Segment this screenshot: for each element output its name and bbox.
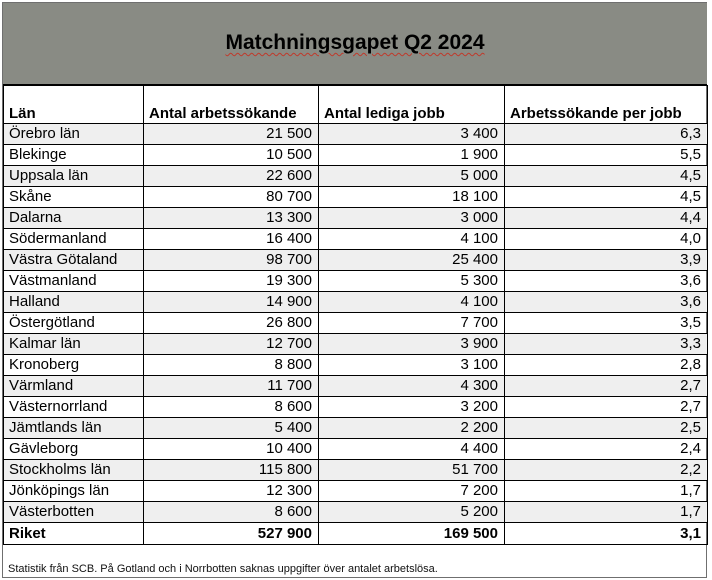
cell-ratio: 4,5 xyxy=(505,166,708,187)
cell-ratio: 2,2 xyxy=(505,460,708,481)
cell-region: Jämtlands län xyxy=(4,418,144,439)
cell-region: Stockholms län xyxy=(4,460,144,481)
table-row xyxy=(4,145,708,166)
table-row xyxy=(4,250,708,271)
cell-seekers: 10 500 xyxy=(144,145,319,166)
total-region: Riket xyxy=(4,523,144,545)
cell-jobs: 3 000 xyxy=(319,208,505,229)
cell-ratio: 3,5 xyxy=(505,313,708,334)
cell-jobs: 51 700 xyxy=(319,460,505,481)
total-row xyxy=(4,523,708,545)
cell-seekers: 115 800 xyxy=(144,460,319,481)
cell-jobs: 4 100 xyxy=(319,292,505,313)
cell-jobs: 18 100 xyxy=(319,187,505,208)
cell-seekers: 12 700 xyxy=(144,334,319,355)
table-row xyxy=(4,313,708,334)
cell-seekers: 22 600 xyxy=(144,166,319,187)
cell-seekers: 16 400 xyxy=(144,229,319,250)
cell-jobs: 7 700 xyxy=(319,313,505,334)
total-jobs: 169 500 xyxy=(319,523,505,545)
cell-seekers: 98 700 xyxy=(144,250,319,271)
cell-ratio: 3,3 xyxy=(505,334,708,355)
cell-jobs: 2 200 xyxy=(319,418,505,439)
table-row xyxy=(4,376,708,397)
cell-ratio: 4,4 xyxy=(505,208,708,229)
cell-seekers: 8 800 xyxy=(144,355,319,376)
cell-seekers: 5 400 xyxy=(144,418,319,439)
header-ratio: Arbetssökande per jobb xyxy=(505,86,708,124)
total-ratio: 3,1 xyxy=(505,523,708,545)
cell-seekers: 80 700 xyxy=(144,187,319,208)
table-row xyxy=(4,334,708,355)
cell-ratio: 3,6 xyxy=(505,292,708,313)
header-row xyxy=(4,86,708,124)
cell-seekers: 19 300 xyxy=(144,271,319,292)
cell-ratio: 4,5 xyxy=(505,187,708,208)
cell-jobs: 3 400 xyxy=(319,124,505,145)
table-row xyxy=(4,208,708,229)
cell-region: Halland xyxy=(4,292,144,313)
table-row xyxy=(4,397,708,418)
table-row xyxy=(4,439,708,460)
table-row xyxy=(4,502,708,523)
total-seekers: 527 900 xyxy=(144,523,319,545)
table-row xyxy=(4,166,708,187)
cell-region: Dalarna xyxy=(4,208,144,229)
table-row xyxy=(4,418,708,439)
cell-region: Kalmar län xyxy=(4,334,144,355)
cell-jobs: 3 200 xyxy=(319,397,505,418)
cell-jobs: 3 100 xyxy=(319,355,505,376)
table-row xyxy=(4,292,708,313)
cell-region: Västmanland xyxy=(4,271,144,292)
cell-ratio: 1,7 xyxy=(505,502,708,523)
header-jobs: Antal lediga jobb xyxy=(319,86,505,124)
data-table xyxy=(3,85,708,545)
cell-region: Södermanland xyxy=(4,229,144,250)
cell-region: Västra Götaland xyxy=(4,250,144,271)
cell-seekers: 14 900 xyxy=(144,292,319,313)
footnote: Statistik från SCB. På Gotland och i Norrbotten saknas uppgifter över antalet arbetslösa. xyxy=(8,563,438,575)
cell-jobs: 25 400 xyxy=(319,250,505,271)
cell-seekers: 11 700 xyxy=(144,376,319,397)
cell-seekers: 12 300 xyxy=(144,481,319,502)
table-row xyxy=(4,271,708,292)
cell-seekers: 26 800 xyxy=(144,313,319,334)
cell-region: Skåne xyxy=(4,187,144,208)
page-title: Matchningsgapet Q2 2024 xyxy=(225,31,485,54)
cell-ratio: 2,8 xyxy=(505,355,708,376)
cell-seekers: 8 600 xyxy=(144,502,319,523)
cell-jobs: 1 900 xyxy=(319,145,505,166)
cell-jobs: 3 900 xyxy=(319,334,505,355)
cell-ratio: 4,0 xyxy=(505,229,708,250)
cell-seekers: 8 600 xyxy=(144,397,319,418)
cell-region: Blekinge xyxy=(4,145,144,166)
cell-jobs: 4 400 xyxy=(319,439,505,460)
cell-ratio: 5,5 xyxy=(505,145,708,166)
cell-region: Örebro län xyxy=(4,124,144,145)
cell-seekers: 13 300 xyxy=(144,208,319,229)
cell-ratio: 2,7 xyxy=(505,376,708,397)
cell-jobs: 5 300 xyxy=(319,271,505,292)
cell-jobs: 4 100 xyxy=(319,229,505,250)
cell-jobs: 4 300 xyxy=(319,376,505,397)
cell-region: Jönköpings län xyxy=(4,481,144,502)
table-row xyxy=(4,187,708,208)
cell-region: Östergötland xyxy=(4,313,144,334)
table-body xyxy=(4,124,708,523)
cell-ratio: 2,5 xyxy=(505,418,708,439)
cell-ratio: 2,4 xyxy=(505,439,708,460)
cell-ratio: 2,7 xyxy=(505,397,708,418)
cell-region: Västerbotten xyxy=(4,502,144,523)
cell-ratio: 3,9 xyxy=(505,250,708,271)
cell-jobs: 7 200 xyxy=(319,481,505,502)
cell-region: Västernorrland xyxy=(4,397,144,418)
header-seekers: Antal arbetssökande xyxy=(144,86,319,124)
table-row xyxy=(4,355,708,376)
table-row xyxy=(4,481,708,502)
table-row xyxy=(4,229,708,250)
cell-jobs: 5 000 xyxy=(319,166,505,187)
cell-seekers: 21 500 xyxy=(144,124,319,145)
cell-region: Gävleborg xyxy=(4,439,144,460)
table-row xyxy=(4,460,708,481)
cell-region: Uppsala län xyxy=(4,166,144,187)
header-region: Län xyxy=(4,86,144,124)
cell-jobs: 5 200 xyxy=(319,502,505,523)
cell-ratio: 3,6 xyxy=(505,271,708,292)
cell-ratio: 1,7 xyxy=(505,481,708,502)
title-bar xyxy=(3,3,707,85)
cell-region: Kronoberg xyxy=(4,355,144,376)
table-row xyxy=(4,124,708,145)
cell-seekers: 10 400 xyxy=(144,439,319,460)
cell-ratio: 6,3 xyxy=(505,124,708,145)
cell-region: Värmland xyxy=(4,376,144,397)
